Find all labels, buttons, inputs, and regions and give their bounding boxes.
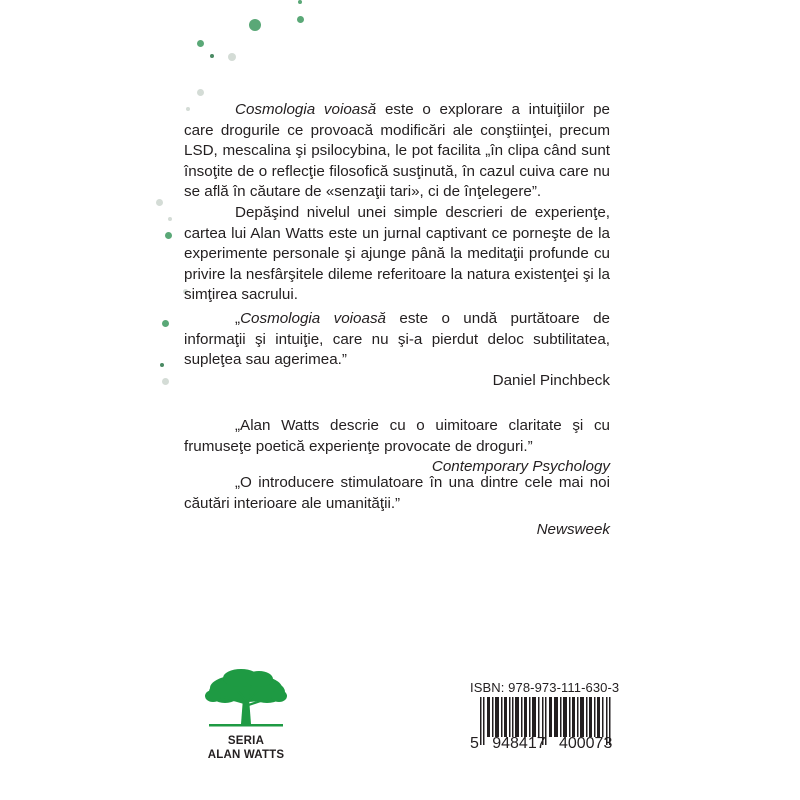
decorative-dot [162,378,169,385]
quote-2-text: „Alan Watts descrie cu o uimitoare claritate şi cu frumuseţe poetică experienţe provocate de droguri.” [184,417,610,455]
decorative-dot [162,320,169,327]
quote-2 [184,416,610,478]
description-paragraph-1 [184,100,610,203]
quote-1 [184,309,610,391]
decorative-dot [298,0,302,4]
series-label-line-2: ALAN WATTS [207,749,285,761]
decorative-dot [297,16,304,23]
decorative-dot [156,199,163,206]
decorative-dot [228,53,236,61]
ean-number: 5 948417 400073 [470,735,613,752]
series-logo [196,668,296,762]
quote-3-text: „O introducere stimulatoare în una dintre cele mai noi căutări interioare ale umanităţii.” [184,474,610,512]
book-title-italic: Cosmologia voioasă [240,310,386,327]
description-paragraph-2: Depăşind nivelul unei simple descrieri de experienţe, cartea lui Alan Watts este un jurnal captivant ce porneşte de la experimente personale şi ajunge până la meditaţii profunde cu privire la nesfârşitele dileme referitoare la natura existenţei şi la simţirea sacrului. [184,203,610,304]
description-block [184,100,610,306]
quote-3 [184,473,610,541]
decorative-dot [197,40,204,47]
description-paragraph-1-text: este o explorare a intuiţiilor pe care drogurile ce provoacă modificări ale conştiinţei, precum LSD, mescalina şi psilocybina, le pot facilita „în clipa când sunt însoţite de o reflecţie filosofică susţinută, în cazul cuiva care nu se află în căutare de «senzaţii tari», ci de înţelegere”. [184,101,610,201]
isbn-label: ISBN: 978-973-111-630-3 [470,680,620,695]
quote-3-source: Newsweek [536,521,610,539]
quote-open-mark: „ [235,310,241,327]
book-title-italic: Cosmologia voioasă [235,101,377,118]
quote-1-source: Daniel Pinchbeck [492,371,610,389]
ean-digits [470,735,630,753]
series-label-line-1: SERIA [227,735,265,747]
decorative-dot [165,232,172,239]
decorative-dot [210,54,214,58]
quote-1-body: este o undă purtătoare de informaţii şi intuiţie, care nu şi-a pierdut deloc subtilitatea, supleţea sau agerimea.” [184,310,610,369]
tree-icon [203,668,289,730]
isbn-barcode [470,680,630,757]
decorative-dot [160,363,164,367]
quote-2-source: Contemporary Psychology [431,458,610,476]
barcode-bars [470,697,630,757]
quote-1-text [184,309,610,371]
decorative-dot [168,217,172,221]
decorative-dot [249,19,261,31]
decorative-dot [197,89,204,96]
